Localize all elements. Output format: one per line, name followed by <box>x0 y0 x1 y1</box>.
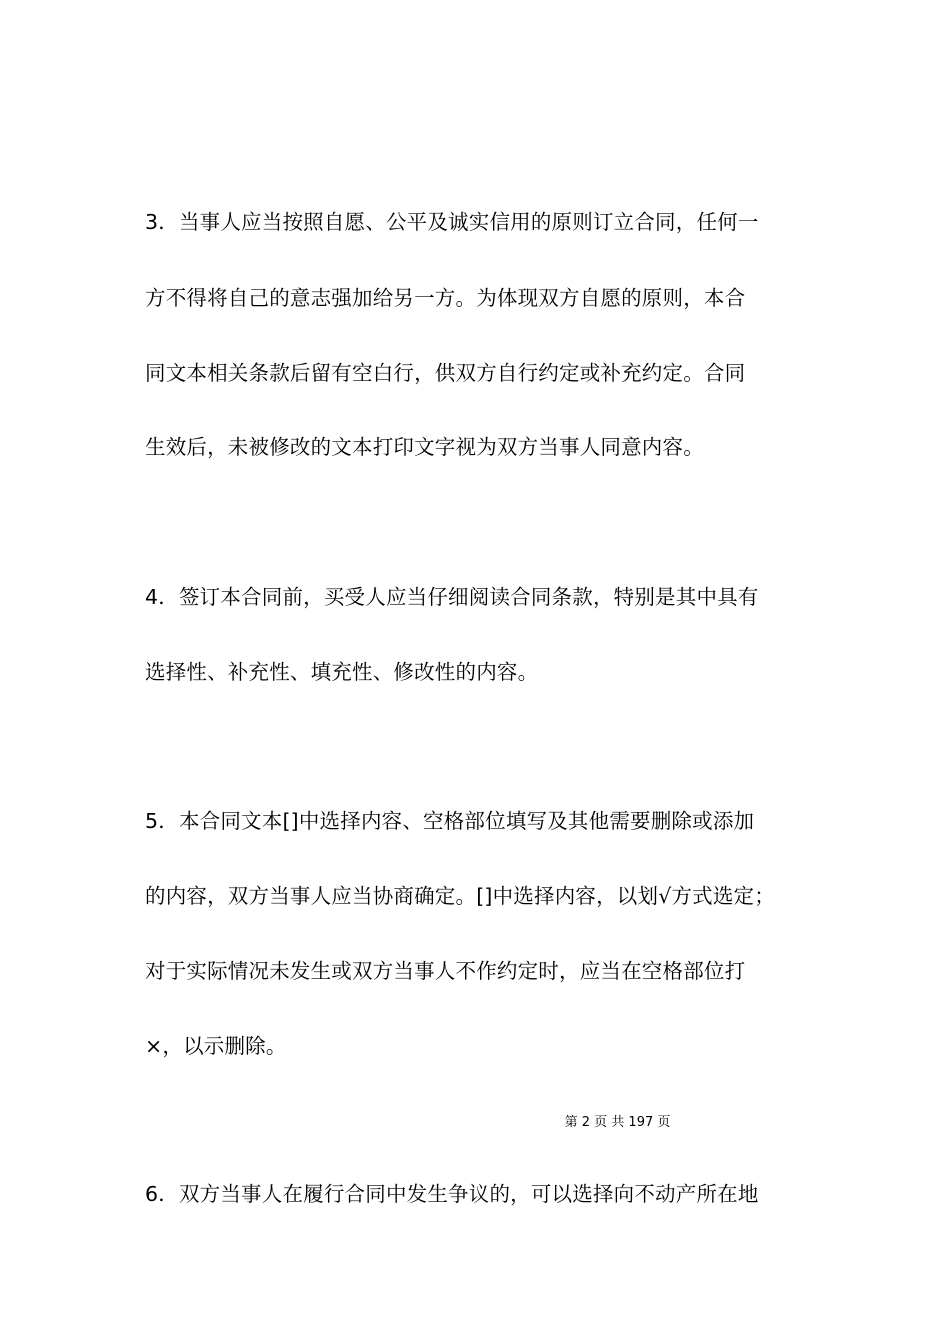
paragraph-line: 方不得将自己的意志强加给另一方。为体现双方自愿的原则，本合 <box>145 286 746 310</box>
paragraph-line: ×，以示删除。 <box>145 1034 287 1058</box>
paragraph-line: 同文本相关条款后留有空白行，供双方自行约定或补充约定。合同 <box>145 361 746 385</box>
paragraph-line: 3．当事人应当按照自愿、公平及诚实信用的原则订立合同，任何一 <box>145 210 759 234</box>
page-number-footer: 第 2 页 共 197 页 <box>564 1115 671 1130</box>
paragraph-line: 6．双方当事人在履行合同中发生争议的，可以选择向不动产所在地 <box>145 1182 759 1206</box>
paragraph-line: 对于实际情况未发生或双方当事人不作约定时，应当在空格部位打 <box>145 959 746 983</box>
paragraph-line: 4．签订本合同前，买受人应当仔细阅读合同条款，特别是其中具有 <box>145 585 759 609</box>
paragraph-line: 生效后，未被修改的文本打印文字视为双方当事人同意内容。 <box>145 435 704 459</box>
paragraph-line: 的内容，双方当事人应当协商确定。[]中选择内容，以划√方式选定； <box>145 884 775 908</box>
paragraph-line: 5．本合同文本[]中选择内容、空格部位填写及其他需要删除或添加 <box>145 809 755 833</box>
paragraph-line: 选择性、补充性、填充性、修改性的内容。 <box>145 660 539 684</box>
